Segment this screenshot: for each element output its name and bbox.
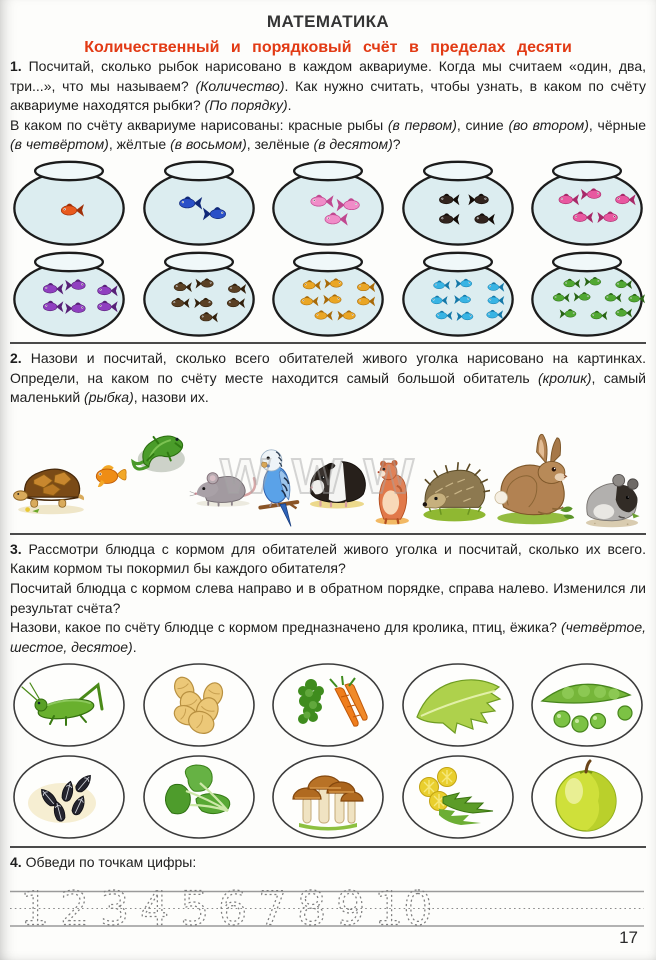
text-segment: (во втором) bbox=[508, 116, 589, 133]
text-segment: Назови и посчитай, сколько всего обитателей живого уголка нарисовано на картинках. Определи, на каком по счёту месте находится самый большой обитатель bbox=[10, 349, 646, 386]
saucer-7-green-leaves bbox=[140, 753, 258, 841]
text-segment: (рыбка) bbox=[84, 389, 134, 406]
trace-digits-band[interactable] bbox=[10, 879, 646, 937]
text-segment: . bbox=[132, 638, 137, 655]
animal-2-goldfish bbox=[91, 458, 129, 491]
text-segment: 3. bbox=[10, 540, 22, 557]
svg-text:3: 3 bbox=[100, 881, 130, 936]
page-number: 17 bbox=[619, 928, 638, 947]
text-segment: , синие bbox=[456, 116, 509, 133]
text-segment: ? bbox=[392, 136, 401, 153]
text-segment: 4. bbox=[10, 854, 22, 871]
section-task3 bbox=[10, 540, 646, 842]
saucer-8-mushrooms bbox=[269, 753, 387, 841]
aquarium-row-2 bbox=[10, 248, 646, 337]
page-title: МАТЕМАТИКА bbox=[266, 12, 390, 31]
svg-text:5: 5 bbox=[180, 881, 210, 936]
animal-10-chinchilla bbox=[580, 464, 644, 528]
text-segment: (По порядку) bbox=[204, 97, 288, 114]
task4-label bbox=[10, 853, 646, 873]
aquarium-7-brown-fish bbox=[140, 248, 258, 337]
task3-paragraph-2 bbox=[10, 579, 646, 618]
animal-5-budgerigar bbox=[258, 440, 302, 528]
text-segment: Рассмотри блюдца с кормом для обитателей живого уголка и посчитай, сколько их всего. Каким кормом ты покормил бы каждого обитателя? bbox=[10, 540, 646, 577]
animal-4-mouse bbox=[189, 459, 257, 508]
saucer-5-pea-pod bbox=[528, 661, 646, 749]
text-segment: (четвёртое, шестое, десятое) bbox=[10, 619, 646, 655]
aquarium-row-1 bbox=[10, 157, 646, 246]
saucer-row-2 bbox=[10, 753, 646, 841]
aquarium-6-purple-fish bbox=[10, 248, 128, 337]
animal-1-turtle bbox=[12, 455, 90, 516]
text-segment: Обведи по точкам цифры: bbox=[21, 854, 197, 871]
saucer-6-sunflower-seeds bbox=[10, 753, 128, 841]
saucer-row-1 bbox=[10, 661, 646, 749]
divider-2 bbox=[10, 533, 646, 535]
text-segment: (в первом) bbox=[387, 116, 457, 133]
section-task4 bbox=[10, 853, 646, 937]
lesson-subtitle: Количественный и порядковый счёт в пределах десяти bbox=[84, 39, 572, 56]
text-segment: , жёлтые bbox=[108, 136, 171, 153]
text-segment: , чёрные bbox=[588, 116, 646, 133]
task1-paragraph-2 bbox=[10, 116, 646, 155]
animal-7-hamster bbox=[371, 457, 415, 525]
text-segment: , назови их. bbox=[133, 389, 209, 406]
animals-row bbox=[10, 408, 646, 528]
animal-9-rabbit bbox=[491, 430, 579, 526]
task2-paragraph-1 bbox=[10, 349, 646, 408]
svg-text:6: 6 bbox=[218, 881, 248, 936]
task3-paragraph-3 bbox=[10, 618, 646, 657]
aquarium-3-pink-fish bbox=[269, 157, 387, 246]
aquarium-9-light-blue-fish bbox=[399, 248, 517, 337]
text-segment: 1. bbox=[10, 58, 22, 74]
saucer-2-peanuts bbox=[140, 661, 258, 749]
text-segment: (в десятом) bbox=[313, 136, 393, 153]
text-segment: Посчитай блюдца с кормом слева направо и в обратном порядке, справа налево. Изменился ли результат счёта? bbox=[10, 579, 646, 616]
text-segment: Посчитай, сколько рыбок нарисовано в каждом аквариуме. Когда мы считаем «один, два, три...», что мы называем? bbox=[10, 58, 646, 94]
svg-text:7: 7 bbox=[258, 881, 288, 936]
text-segment: В каком по счёту аквариуме нарисованы: красные рыбы bbox=[10, 116, 388, 133]
aquarium-5-crimson-fish bbox=[528, 157, 646, 246]
animal-8-hedgehog bbox=[416, 460, 490, 522]
svg-text:1: 1 bbox=[20, 881, 50, 936]
text-segment: (в восьмом) bbox=[170, 136, 247, 153]
section-task2 bbox=[10, 349, 646, 528]
aquarium-1-red-fish bbox=[10, 157, 128, 246]
svg-text:10: 10 bbox=[374, 881, 433, 936]
aquarium-8-yellow-fish bbox=[269, 248, 387, 337]
svg-text:9: 9 bbox=[336, 881, 366, 936]
task3-paragraph-1 bbox=[10, 540, 646, 579]
aquarium-10-green-fish bbox=[528, 248, 646, 337]
text-segment: (в четвёртом) bbox=[10, 136, 109, 153]
saucer-10-apple bbox=[528, 753, 646, 841]
svg-text:4: 4 bbox=[140, 881, 170, 936]
section-task1 bbox=[10, 57, 646, 337]
text-segment: 2. bbox=[10, 349, 22, 366]
task1-paragraph-1 bbox=[10, 57, 646, 116]
text-segment: Назови, какое по счёту блюдце с кормом предназначено для кролика, птиц, ёжика? bbox=[10, 619, 561, 636]
svg-text:2: 2 bbox=[60, 881, 90, 936]
saucer-1-grasshopper bbox=[10, 661, 128, 749]
text-segment: , самый маленький bbox=[10, 369, 646, 406]
animal-3-lizard bbox=[130, 426, 188, 476]
saucer-9-dandelions bbox=[399, 753, 517, 841]
saucer-3-carrots-and-parsley bbox=[269, 661, 387, 749]
animal-6-guinea-pig bbox=[304, 450, 370, 510]
aquarium-2-blue-fish bbox=[140, 157, 258, 246]
text-segment: (кролик) bbox=[538, 369, 592, 386]
text-segment: . Как нужно считать, чтобы узнать, в каком по счёту аквариуме находятся рыбки? bbox=[10, 77, 646, 114]
text-segment: , зелёные bbox=[246, 136, 314, 153]
svg-text:8: 8 bbox=[297, 881, 327, 936]
divider-3 bbox=[10, 846, 646, 848]
text-segment: . bbox=[287, 97, 292, 114]
text-segment: (Количество) bbox=[195, 77, 285, 94]
divider-1 bbox=[10, 342, 646, 344]
saucer-4-leaf bbox=[399, 661, 517, 749]
aquarium-4-black-fish bbox=[399, 157, 517, 246]
